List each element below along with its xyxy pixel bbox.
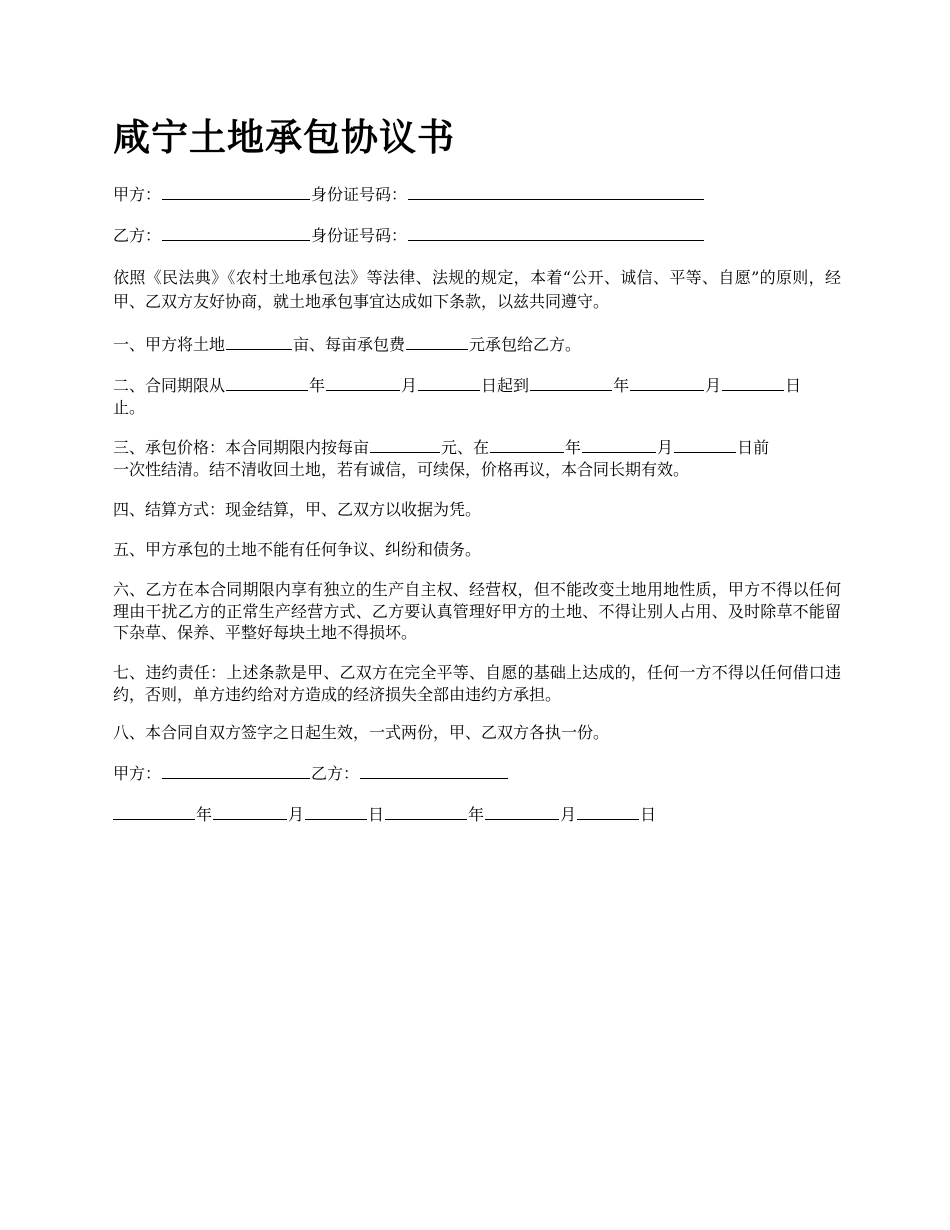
party-a-line <box>113 184 841 205</box>
date-b-year-blank[interactable] <box>385 804 467 820</box>
clause-6: 六、乙方在本合同期限内享有独立的生产自主权、经营权，但不能改变土地用地性质，甲方不得以任何理由干扰乙方的正常生产经营方式、乙方要认真管理好甲方的土地、不得让别人占用、及时除草不能留下杂草、保养、平整好每块土地不得损坏。 <box>113 580 841 642</box>
land-area-blank[interactable] <box>226 334 292 350</box>
clause-1-text-c: 元承包给乙方。 <box>469 335 582 354</box>
date-b-day-blank[interactable] <box>577 804 639 820</box>
date-a-day-blank[interactable] <box>305 804 367 820</box>
clause-1-text-b: 亩、每亩承包费 <box>293 335 406 354</box>
date-a-year-blank[interactable] <box>113 804 195 820</box>
clause-4: 四、结算方式：现金结算，甲、乙双方以收据为凭。 <box>113 500 482 519</box>
date-b-year: 年 <box>468 805 485 824</box>
clause-2-year: 年 <box>309 376 326 395</box>
date-a-month-blank[interactable] <box>213 804 287 820</box>
party-a-name-blank[interactable] <box>162 184 310 200</box>
start-year-blank[interactable] <box>226 375 308 391</box>
clause-3-text-c: 日前 <box>737 438 770 457</box>
pay-year-blank[interactable] <box>490 437 564 453</box>
clause-2-end-month: 月 <box>705 376 722 395</box>
pay-day-blank[interactable] <box>674 437 736 453</box>
party-b-id-blank[interactable] <box>408 225 704 241</box>
clause-2-text-a: 二、合同期限从 <box>113 376 226 395</box>
clause-2-month: 月 <box>401 376 418 395</box>
clause-5: 五、甲方承包的土地不能有任何争议、纠纷和债务。 <box>113 540 482 559</box>
clause-3-continuation: 一次性结清。结不清收回土地，若有诚信，可续保，价格再议，本合同长期有效。 <box>113 460 690 479</box>
pay-month-blank[interactable] <box>582 437 656 453</box>
price-per-mu-blank[interactable] <box>370 437 440 453</box>
clause-2-day-from: 日起到 <box>481 376 530 395</box>
start-day-blank[interactable] <box>418 375 480 391</box>
clause-2-end-day: 日 <box>785 376 802 395</box>
clause-3 <box>113 437 841 458</box>
party-a-id-blank[interactable] <box>408 184 704 200</box>
date-a-day: 日 <box>368 805 385 824</box>
date-b-day: 日 <box>640 805 657 824</box>
sign-party-a-label: 甲方： <box>113 764 162 783</box>
start-month-blank[interactable] <box>326 375 400 391</box>
clause-3-month: 月 <box>657 438 674 457</box>
clause-1-text-a: 一、甲方将土地 <box>113 335 226 354</box>
party-b-id-label: 身份证号码： <box>311 226 408 245</box>
date-line <box>113 804 841 825</box>
clause-2 <box>113 375 841 396</box>
sign-party-b-blank[interactable] <box>360 763 508 779</box>
date-b-month: 月 <box>560 805 577 824</box>
end-day-blank[interactable] <box>722 375 784 391</box>
clause-2-end: 止。 <box>113 398 146 417</box>
signature-line <box>113 763 841 784</box>
party-a-id-label: 身份证号码： <box>311 185 408 204</box>
party-b-label: 乙方： <box>113 226 162 245</box>
end-month-blank[interactable] <box>630 375 704 391</box>
sign-party-b-label: 乙方： <box>311 764 360 783</box>
date-a-year: 年 <box>196 805 213 824</box>
date-a-month: 月 <box>288 805 305 824</box>
party-b-name-blank[interactable] <box>162 225 310 241</box>
party-a-label: 甲方： <box>113 185 162 204</box>
clause-1 <box>113 334 841 355</box>
clause-3-text-a: 三、承包价格：本合同期限内按每亩 <box>113 438 370 457</box>
end-year-blank[interactable] <box>530 375 612 391</box>
fee-per-mu-blank[interactable] <box>406 334 468 350</box>
clause-8: 八、本合同自双方签字之日起生效，一式两份，甲、乙双方各执一份。 <box>113 723 610 742</box>
document-title: 咸宁土地承包协议书 <box>113 115 455 159</box>
party-b-line <box>113 225 841 246</box>
intro-paragraph: 依照《民法典》《农村土地承包法》等法律、法规的规定，本着“公开、诚信、平等、自愿”的原则，经甲、乙双方友好协商，就土地承包事宜达成如下条款，以兹共同遵守。 <box>113 268 841 311</box>
clause-2-end-year: 年 <box>613 376 630 395</box>
sign-party-a-blank[interactable] <box>162 763 310 779</box>
clause-3-year: 年 <box>565 438 582 457</box>
date-b-month-blank[interactable] <box>485 804 559 820</box>
clause-7: 七、违约责任：上述条款是甲、乙双方在完全平等、自愿的基础上达成的，任何一方不得以任何借口违约，否则，单方违约给对方造成的经济损失全部由违约方承担。 <box>113 663 841 704</box>
clause-3-text-b: 元、在 <box>441 438 490 457</box>
